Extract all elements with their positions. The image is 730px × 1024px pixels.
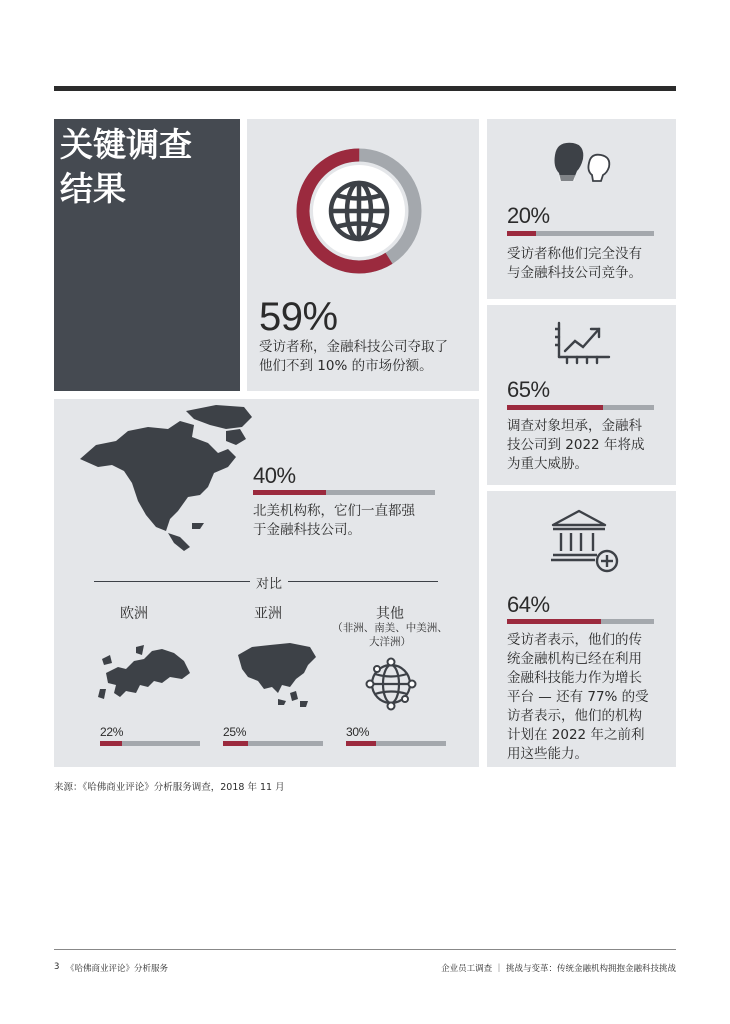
footer-title: 企业员工调查 ｜ 挑战与变革：传统金融机构拥抱金融科技挑战 xyxy=(441,964,676,974)
progress-bar xyxy=(507,619,654,624)
progress-bar-europe xyxy=(100,741,200,746)
stat-description: 受访者表示，他们的传 统金融机构已经在利用 金融科技能力作为增长 平台 — 还有 77% 的受 访者表示，他们的机构 计划在 2022 年之前利 用这些能力。 xyxy=(507,632,649,762)
progress-bar xyxy=(253,490,435,495)
network-globe-icon xyxy=(364,657,418,711)
top-rule xyxy=(54,86,676,91)
stat-tile-compete xyxy=(487,119,676,299)
source-note: 来源：《哈佛商业评论》分析服务调查，2018 年 11 月 xyxy=(54,782,285,793)
stat-tile-market-share xyxy=(247,119,479,391)
progress-fill xyxy=(223,741,248,746)
stat-percent: 40% xyxy=(253,463,296,488)
progress-fill xyxy=(100,741,122,746)
progress-bar xyxy=(507,231,654,236)
comparison-label: 对比 xyxy=(255,577,282,592)
stat-tile-threat xyxy=(487,305,676,485)
footer-publisher: 《哈佛商业评论》分析服务 xyxy=(66,964,169,974)
stat-percent: 59% xyxy=(259,295,338,339)
region-percent-europe: 22% xyxy=(100,725,124,739)
stat-description: 受访者称他们完全没有 与金融科技公司竞争。 xyxy=(507,246,642,281)
stat-percent: 64% xyxy=(507,592,550,617)
region-label-europe: 欧洲 xyxy=(120,606,148,622)
progress-bar xyxy=(507,405,654,410)
progress-fill xyxy=(253,490,326,495)
region-percent-other: 30% xyxy=(346,725,370,739)
stat-description: 北美机构称，它们一直都强 于金融科技公司。 xyxy=(253,503,415,538)
north-america-map-icon xyxy=(76,401,276,553)
page-title: 关键调查 结果 xyxy=(60,125,192,208)
progress-fill xyxy=(507,619,601,624)
region-label-other: 其他 xyxy=(376,606,404,622)
region-note-other: （非洲、南美、中美洲、 大洋洲） xyxy=(332,622,448,648)
comparison-divider-right xyxy=(288,581,438,582)
growth-chart-icon xyxy=(555,321,611,367)
title-block xyxy=(54,119,240,391)
asia-map-icon xyxy=(234,639,318,713)
progress-bar-asia xyxy=(223,741,323,746)
stat-tile-regions xyxy=(54,399,479,767)
progress-fill xyxy=(346,741,376,746)
globe-icon xyxy=(331,183,387,239)
region-label-asia: 亚洲 xyxy=(254,606,282,622)
region-percent-asia: 25% xyxy=(223,725,247,739)
progress-fill xyxy=(507,231,536,236)
stat-description: 调查对象坦承，金融科 技公司到 2022 年将成 为重大威胁。 xyxy=(507,418,645,472)
stat-description: 受访者称，金融科技公司夺取了 他们不到 10% 的市场份额。 xyxy=(259,339,448,374)
stat-percent: 20% xyxy=(507,203,550,228)
progress-fill xyxy=(507,405,603,410)
stat-percent: 65% xyxy=(507,377,550,402)
comparison-divider-left xyxy=(94,581,250,582)
page-number: 3 xyxy=(54,962,60,972)
progress-bar-other xyxy=(346,741,446,746)
footer-rule xyxy=(54,949,676,950)
europe-map-icon xyxy=(96,643,192,705)
boxing-gloves-icon xyxy=(547,137,619,187)
donut-chart xyxy=(294,146,424,276)
stat-tile-capability xyxy=(487,491,676,767)
bank-plus-icon xyxy=(549,507,623,577)
